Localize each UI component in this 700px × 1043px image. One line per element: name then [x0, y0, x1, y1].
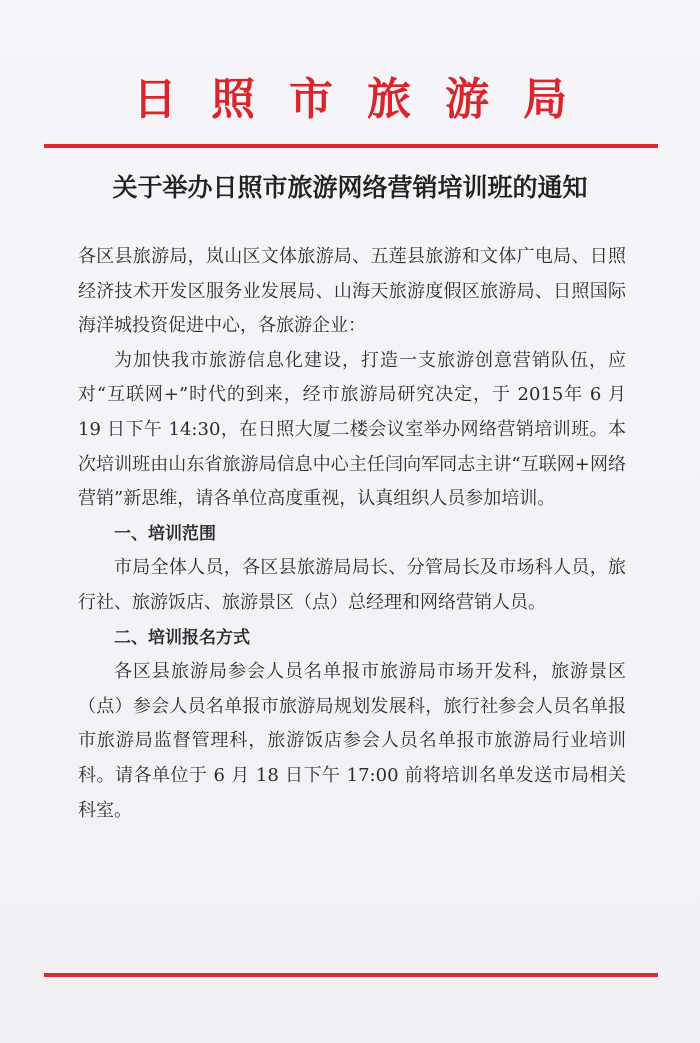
notice-title: 关于举办日照市旅游网络营销培训班的通知	[112, 173, 588, 202]
letterhead-title: 日照市旅游局	[133, 74, 601, 125]
notice-body	[78, 240, 626, 828]
section-1-text: 市局全体人员，各区县旅游局局长、分管局长及市场科人员，旅行社、旅游饭店、旅游景区（点）总经理和网络营销人员。	[78, 557, 626, 613]
section-2-heading: 二、培训报名方式	[114, 627, 250, 648]
salutation: 各区县旅游局，岚山区文体旅游局、五莲县旅游和文体广电局、日照经济技术开发区服务业发展局、山海天旅游度假区旅游局、日照国际海洋城投资促进中心，各旅游企业：	[78, 246, 626, 337]
footer-rule	[44, 973, 658, 977]
letterhead-top-rule	[44, 144, 658, 148]
section-1-heading: 一、培训范围	[114, 523, 216, 544]
intro-paragraph: 为加快我市旅游信息化建设，打造一支旅游创意营销队伍，应对“互联网+”时代的到来，经市旅游局研究决定，于 2015年 6 月 19 日下午 14:30，在日照大厦二楼会议室举办网络营销培训班。本次培训班由山东省旅游局信息中心主任闫向军同志主讲“互联网+网络营销”新思维，请各单位高度重视，认真组织人员参加培训。	[78, 349, 626, 510]
section-2-text: 各区县旅游局参会人员名单报市旅游局市场开发科，旅游景区（点）参会人员名单报市旅游局规划发展科，旅行社参会人员名单报市旅游局监督管理科，旅游饭店参会人员名单报市旅游局行业培训科。请各单位于 6 月 18 日下午 17:00 前将培训名单发送市局相关科室。	[78, 661, 626, 821]
